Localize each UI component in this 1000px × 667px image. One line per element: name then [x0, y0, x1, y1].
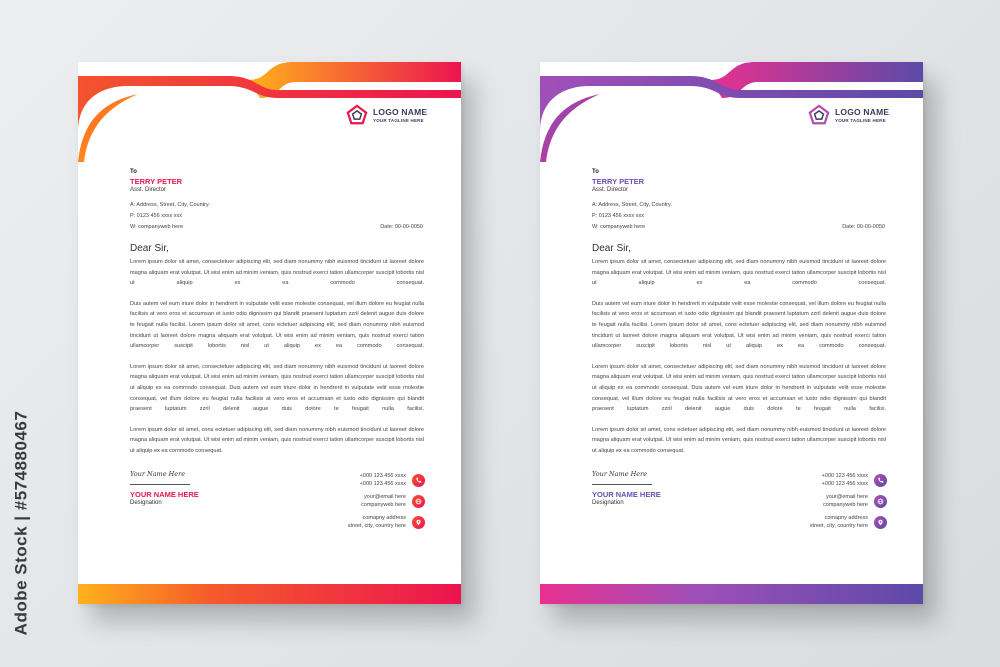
- letter-body: [130, 257, 424, 467]
- stock-id-watermark: [6, 395, 36, 650]
- recipient-name: TERRY PETER: [592, 177, 645, 186]
- signature: Your Name Here: [130, 470, 186, 478]
- body-paragraph: Lorem ipsum dolor sit amet, consectetuer adipiscing elit, sed diam nonummy nibh euismod tincidunt ut laoreet dolore magna aliquam erat volutpat. Ut wisi enim ad minim veniam, quis nostrud exerci tation ullamcorper suscipit lobortis nisl ut aliquip ex ea commodo consequat.: [130, 259, 424, 287]
- address-line-1: comapny address: [824, 515, 868, 521]
- email-line: your@email here: [364, 494, 406, 500]
- letter-date: Date: 00-00-0050: [842, 224, 885, 230]
- location-pin-icon: [412, 516, 425, 529]
- logo-name: LOGO NAME: [835, 107, 890, 117]
- recipient-title: Asst. Director: [130, 187, 167, 193]
- contact-address: [348, 514, 425, 530]
- company-logo: [808, 104, 889, 126]
- phone-icon: [412, 474, 425, 487]
- greeting: Dear Sir,: [130, 243, 169, 254]
- signature-line: [592, 484, 652, 485]
- address-line-2: street, city, country here: [347, 523, 406, 529]
- letterhead-red: [78, 62, 461, 604]
- address-line-2: street, city, country here: [809, 523, 868, 529]
- recipient-details: [592, 200, 672, 233]
- recipient-address: A: Address, Street, City, Country.: [592, 202, 672, 208]
- recipient-details: [130, 200, 210, 233]
- sender-name: YOUR NAME HERE: [592, 490, 661, 499]
- body-paragraph: Lorem ipsum dolor sit amet, consectetuer adipiscing elit, sed diam nonummy nibh euismod tincidunt ut laoreet dolore magna aliquam erat volutpat. Ut wisi enim ad minim veniam, quis nostrud exerci tation ullamcorper suscipit lobortis nisl ut aliquip ex ea commodo consequat. Duis autem vel eum iriure dolor in hendrerit in vulputate velit esse molestie consequat, vel illum dolore eu feugiat nulla facilisis at vero eros et accumsan et iusto odio dignissim qui blandit praesent luptatum zzril delenit augue duis dolore te feugait nulla facilisi.: [592, 363, 886, 413]
- phone-line-1: +000 123 456 xxxx: [359, 473, 406, 479]
- signature: Your Name Here: [592, 470, 648, 478]
- to-label: To: [130, 169, 137, 175]
- body-paragraph: Duis autem vel eum iriure dolor in hendrerit in vulputate velit esse molestie consequat, vel illum dolore eu feugiat nulla facilisis at vero eros et accumsan et iusto odio dignissim qui blandit praesent luptatum zzril delenit augue duis dolore te feugait nulla facilisi. Lorem ipsum dolor sit amet, cons ectetuer adipiscing elit, sed diam nonummy nibh euismod tincidunt ut laoreet dolore magna aliquam erat volutpat. Ut wisi enim ad minim veniam, quis nostrud exerci tation ullamcorper suscipit lobortis nisl ut aliquip ex ea commodo consequat.: [592, 300, 886, 350]
- company-logo: [346, 104, 427, 126]
- body-paragraph: Lorem ipsum dolor sit amet, consectetuer adipiscing elit, sed diam nonummy nibh euismod tincidunt ut laoreet dolore magna aliquam erat volutpat. Ut wisi enim ad minim veniam, quis nostrud exerci tation ullamcorper suscipit lobortis nisl ut aliquip ex ea commodo consequat. Duis autem vel eum iriure dolor in hendrerit in vulputate velit esse molestie consequat, vel illum dolore eu feugiat nulla facilisis at vero eros et accumsan et iusto odio dignissim qui blandit praesent luptatum zzril delenit augue duis dolore te feugait nulla facilisi.: [130, 363, 424, 413]
- contact-phone: [822, 472, 887, 488]
- logo-name: LOGO NAME: [373, 107, 428, 117]
- body-paragraph: Duis autem vel eum iriure dolor in hendrerit in vulputate velit esse molestie consequat, vel illum dolore eu feugiat nulla facilisis at vero eros et accumsan et iusto odio dignissim qui blandit praesent luptatum zzril delenit augue duis dolore te feugait nulla facilisi. Lorem ipsum dolor sit amet, cons ectetuer adipiscing elit, sed diam nonummy nibh euismod tincidunt ut laoreet dolore magna aliquam erat volutpat. Ut wisi enim ad minim veniam, quis nostrud exerci tation ullamcorper suscipit lobortis nisl ut aliquip ex ea commodo consequat.: [130, 300, 424, 350]
- recipient-web: W: companyweb here: [592, 224, 646, 230]
- to-label: To: [592, 169, 599, 175]
- recipient-web: W: companyweb here: [130, 224, 184, 230]
- body-paragraph: Lorem ipsum dolor sit amet, consectetuer adipiscing elit, sed diam nonummy nibh euismod tincidunt ut laoreet dolore magna aliquam erat volutpat. Ut wisi enim ad minim veniam, quis nostrud exerci tation ullamcorper suscipit lobortis nisl ut aliquip ex ea commodo consequat.: [592, 259, 886, 287]
- phone-line-2: +000 123 456 xxxx: [821, 481, 868, 487]
- greeting: Dear Sir,: [592, 243, 631, 254]
- footer-bar-red: [78, 584, 461, 604]
- signature-line: [130, 484, 190, 485]
- sender-name: YOUR NAME HERE: [130, 490, 199, 499]
- body-paragraph: Lorem ipsum dolor sit amet, cons ectetuer adipiscing elit, sed diam nonummy nibh euismod tincidunt ut laoreet dolore magna aliquam erat volutpat. Ut wisi enim ad minim veniam, quis nostrud exerci tation ullamcorper suscipit lobortis nisl ut aliquip ex ea commodo consequat.: [592, 426, 886, 454]
- recipient-title: Asst. Director: [592, 187, 629, 193]
- web-line: companyweb here: [823, 502, 868, 508]
- phone-line-2: +000 123 456 xxxx: [359, 481, 406, 487]
- web-line: companyweb here: [361, 502, 406, 508]
- address-line-1: comapny address: [362, 515, 406, 521]
- contact-address: [810, 514, 887, 530]
- logo-tagline: YOUR TAGLINE HERE: [835, 118, 886, 123]
- location-pin-icon: [874, 516, 887, 529]
- contact-email: [361, 493, 425, 509]
- sender-designation: Designation: [130, 500, 162, 506]
- letter-date: Date: 00-00-0050: [380, 224, 423, 230]
- letter-body: [592, 257, 886, 467]
- globe-icon: [874, 495, 887, 508]
- letterhead-purple: [540, 62, 923, 604]
- phone-icon: [874, 474, 887, 487]
- globe-icon: [412, 495, 425, 508]
- body-paragraph: Lorem ipsum dolor sit amet, cons ectetuer adipiscing elit, sed diam nonummy nibh euismod tincidunt ut laoreet dolore magna aliquam erat volutpat. Ut wisi enim ad minim veniam, quis nostrud exerci tation ullamcorper suscipit lobortis nisl ut aliquip ex ea commodo consequat.: [130, 426, 424, 454]
- recipient-phone: P: 0123 456 xxxx xxx: [592, 213, 644, 219]
- stock-id-text: Adobe Stock | #574880467: [11, 410, 30, 635]
- recipient-name: TERRY PETER: [130, 177, 183, 186]
- sender-designation: Designation: [592, 500, 624, 506]
- recipient-phone: P: 0123 456 xxxx xxx: [130, 213, 182, 219]
- pentagon-logo-icon: [346, 104, 368, 126]
- contact-phone: [360, 472, 425, 488]
- logo-tagline: YOUR TAGLINE HERE: [373, 118, 424, 123]
- contact-email: [823, 493, 887, 509]
- footer-bar-purple: [540, 584, 923, 604]
- phone-line-1: +000 123 456 xxxx: [821, 473, 868, 479]
- email-line: your@email here: [826, 494, 868, 500]
- pentagon-logo-icon: [808, 104, 830, 126]
- recipient-address: A: Address, Street, City, Country.: [130, 202, 210, 208]
